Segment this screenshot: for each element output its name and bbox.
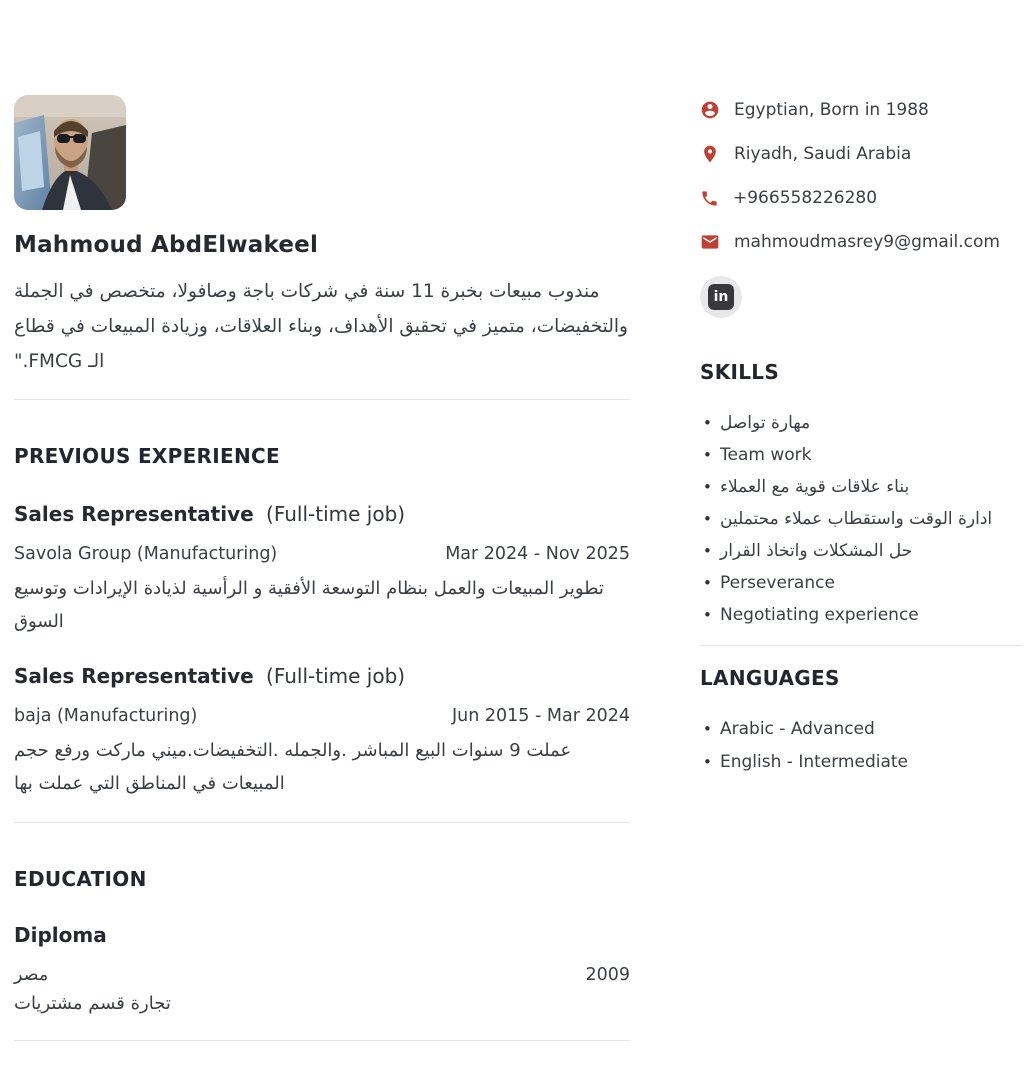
languages-list xyxy=(700,720,1022,772)
contact-row xyxy=(700,188,1022,208)
education-year: 2009 xyxy=(585,965,630,985)
job-company: Savola Group (Manufacturing) xyxy=(14,544,278,564)
skill-item: • Team work xyxy=(700,446,1022,465)
contact-row xyxy=(700,232,1022,252)
job-title: Sales Representative xyxy=(14,664,254,688)
job-description: تطوير المبيعات والعمل بنظام التوسعة الأفقية و الرأسية لذيادة الإيرادات وتوسيع السوق xyxy=(14,578,604,632)
job-company: baja (Manufacturing) xyxy=(14,706,198,726)
contact-row xyxy=(700,100,1022,120)
education-entry xyxy=(14,923,630,1014)
phone-icon xyxy=(700,189,719,208)
job-title-row xyxy=(14,664,630,688)
job-entry xyxy=(14,502,630,638)
skill-item: • Perseverance xyxy=(700,574,1022,593)
job-meta-row xyxy=(14,544,630,564)
contact-row xyxy=(700,144,1022,164)
nationality-text: Egyptian, Born in 1988 xyxy=(734,100,929,120)
location-text: Riyadh, Saudi Arabia xyxy=(734,144,912,164)
linkedin-button[interactable] xyxy=(700,276,742,318)
email-text: mahmoudmasrey9@gmail.com xyxy=(734,232,1000,252)
language-item: • Arabic - Advanced xyxy=(700,720,1022,739)
candidate-name: Mahmoud AbdElwakeel xyxy=(14,232,319,258)
skills-list xyxy=(700,414,1022,625)
divider xyxy=(14,399,630,400)
resume-side-column xyxy=(700,100,1022,786)
profile-photo xyxy=(14,95,126,210)
job-title: Sales Representative xyxy=(14,502,254,526)
language-item: • English - Intermediate xyxy=(700,753,1022,772)
experience-heading: PREVIOUS EXPERIENCE xyxy=(14,444,280,468)
job-title-row xyxy=(14,502,630,526)
divider xyxy=(700,645,1022,646)
skill-item: • Negotiating experience xyxy=(700,606,1022,625)
education-field: تجارة قسم مشتريات xyxy=(14,993,171,1014)
resume-main-column xyxy=(14,95,630,1041)
job-dates: Mar 2024 - Nov 2025 xyxy=(445,544,630,564)
skill-item: • مهارة تواصل xyxy=(700,414,1022,433)
job-description: عملت 9 سنوات البيع المباشر .والجمله .التخفيضات.ميني ماركت ورفع حجم المبيعات في المناطق التي عملت بها xyxy=(14,740,572,794)
skills-heading: SKILLS xyxy=(700,360,780,384)
skill-item: • بناء علاقات قوية مع العملاء xyxy=(700,478,1022,497)
education-location: مصر xyxy=(14,965,49,985)
languages-heading: LANGUAGES xyxy=(700,666,840,690)
skill-item: • ادارة الوقت واستقطاب عملاء محتملين xyxy=(700,510,1022,529)
divider xyxy=(14,822,630,823)
email-icon xyxy=(700,232,720,252)
education-degree: Diploma xyxy=(14,923,107,947)
job-meta-row xyxy=(14,706,630,726)
job-type: (Full-time job) xyxy=(266,502,406,526)
profile-summary: مندوب مبيعات بخبرة 11 سنة في شركات باجة وصافولا، متخصص في الجملة والتخفيضات، متميز في تحقيق الأهداف، وبناء العلاقات، وزيادة المبيعات في قطاع الـ FMCG." xyxy=(14,281,628,372)
job-entry xyxy=(14,664,630,800)
phone-text: +966558226280 xyxy=(733,188,878,208)
person-icon xyxy=(700,100,720,120)
linkedin-icon: in xyxy=(708,284,734,310)
job-dates: Jun 2015 - Mar 2024 xyxy=(452,706,630,726)
job-type: (Full-time job) xyxy=(266,664,406,688)
location-icon xyxy=(700,144,720,164)
education-heading: EDUCATION xyxy=(14,867,147,891)
divider xyxy=(14,1040,630,1041)
skill-item: • حل المشكلات واتخاذ القرار xyxy=(700,542,1022,561)
education-meta-row xyxy=(14,965,630,985)
